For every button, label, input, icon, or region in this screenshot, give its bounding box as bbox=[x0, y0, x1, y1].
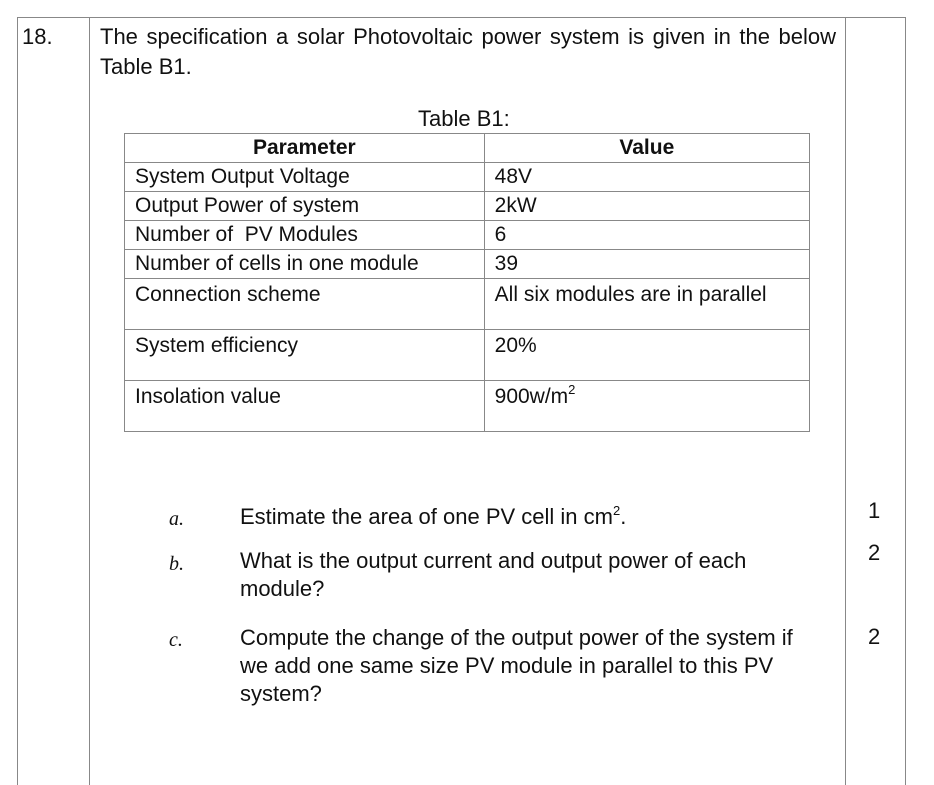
specification-table bbox=[124, 133, 810, 432]
table-row bbox=[125, 221, 810, 250]
subquestion-b-letter: b. bbox=[169, 553, 184, 575]
subquestion-a-letter: a. bbox=[169, 508, 184, 530]
table-caption: Table B1: bbox=[418, 106, 510, 131]
subquestion-c-text: Compute the change of the output power of the system if we add one same size PV module in parallel to this PV system? bbox=[240, 625, 793, 706]
header-parameter: Parameter bbox=[125, 134, 485, 163]
table-row bbox=[125, 330, 810, 381]
cell-parameter: Connection scheme bbox=[125, 279, 485, 330]
frame-top-border bbox=[17, 17, 906, 18]
cell-value: 48V bbox=[484, 163, 809, 192]
frame-left-border bbox=[17, 17, 18, 785]
subquestion-b-text: What is the output current and output power of each module? bbox=[240, 548, 747, 601]
header-value: Value bbox=[484, 134, 809, 163]
table-header-row bbox=[125, 134, 810, 163]
insolation-value-text: 900w/m bbox=[494, 385, 569, 408]
question-number: 18. bbox=[22, 24, 53, 49]
cell-parameter: Number of PV Modules bbox=[125, 221, 485, 250]
cell-parameter: Number of cells in one module bbox=[125, 250, 485, 279]
cell-value: All six modules are in parallel bbox=[484, 279, 809, 330]
subquestion-a-period: . bbox=[620, 504, 627, 529]
subquestion-a-body: Estimate the area of one PV cell in cm bbox=[240, 504, 613, 529]
cell-value: 20% bbox=[484, 330, 809, 381]
table-row bbox=[125, 381, 810, 432]
subquestion-b-marks: 2 bbox=[868, 540, 881, 565]
frame-number-column-divider bbox=[89, 17, 90, 785]
insolation-exponent: 2 bbox=[568, 382, 576, 397]
table-row bbox=[125, 192, 810, 221]
cell-parameter: Insolation value bbox=[125, 381, 485, 432]
subquestion-c-letter: c. bbox=[169, 629, 183, 651]
subquestion-a-text bbox=[240, 503, 830, 531]
table-row bbox=[125, 279, 810, 330]
subquestion-a-exponent: 2 bbox=[612, 503, 621, 518]
cell-parameter: Output Power of system bbox=[125, 192, 485, 221]
frame-right-border bbox=[905, 17, 906, 785]
subquestion-c-marks: 2 bbox=[868, 624, 881, 649]
cell-value: 6 bbox=[484, 221, 809, 250]
cell-parameter: System Output Voltage bbox=[125, 163, 485, 192]
subquestion-a-marks: 1 bbox=[868, 498, 881, 523]
table-row bbox=[125, 163, 810, 192]
question-intro: The specification a solar Photovoltaic power system is given in the below Table B1. bbox=[100, 24, 836, 79]
table-row bbox=[125, 250, 810, 279]
cell-parameter: System efficiency bbox=[125, 330, 485, 381]
cell-value: 2kW bbox=[484, 192, 809, 221]
cell-value: 39 bbox=[484, 250, 809, 279]
cell-value bbox=[484, 381, 809, 432]
frame-marks-column-divider bbox=[845, 17, 846, 785]
